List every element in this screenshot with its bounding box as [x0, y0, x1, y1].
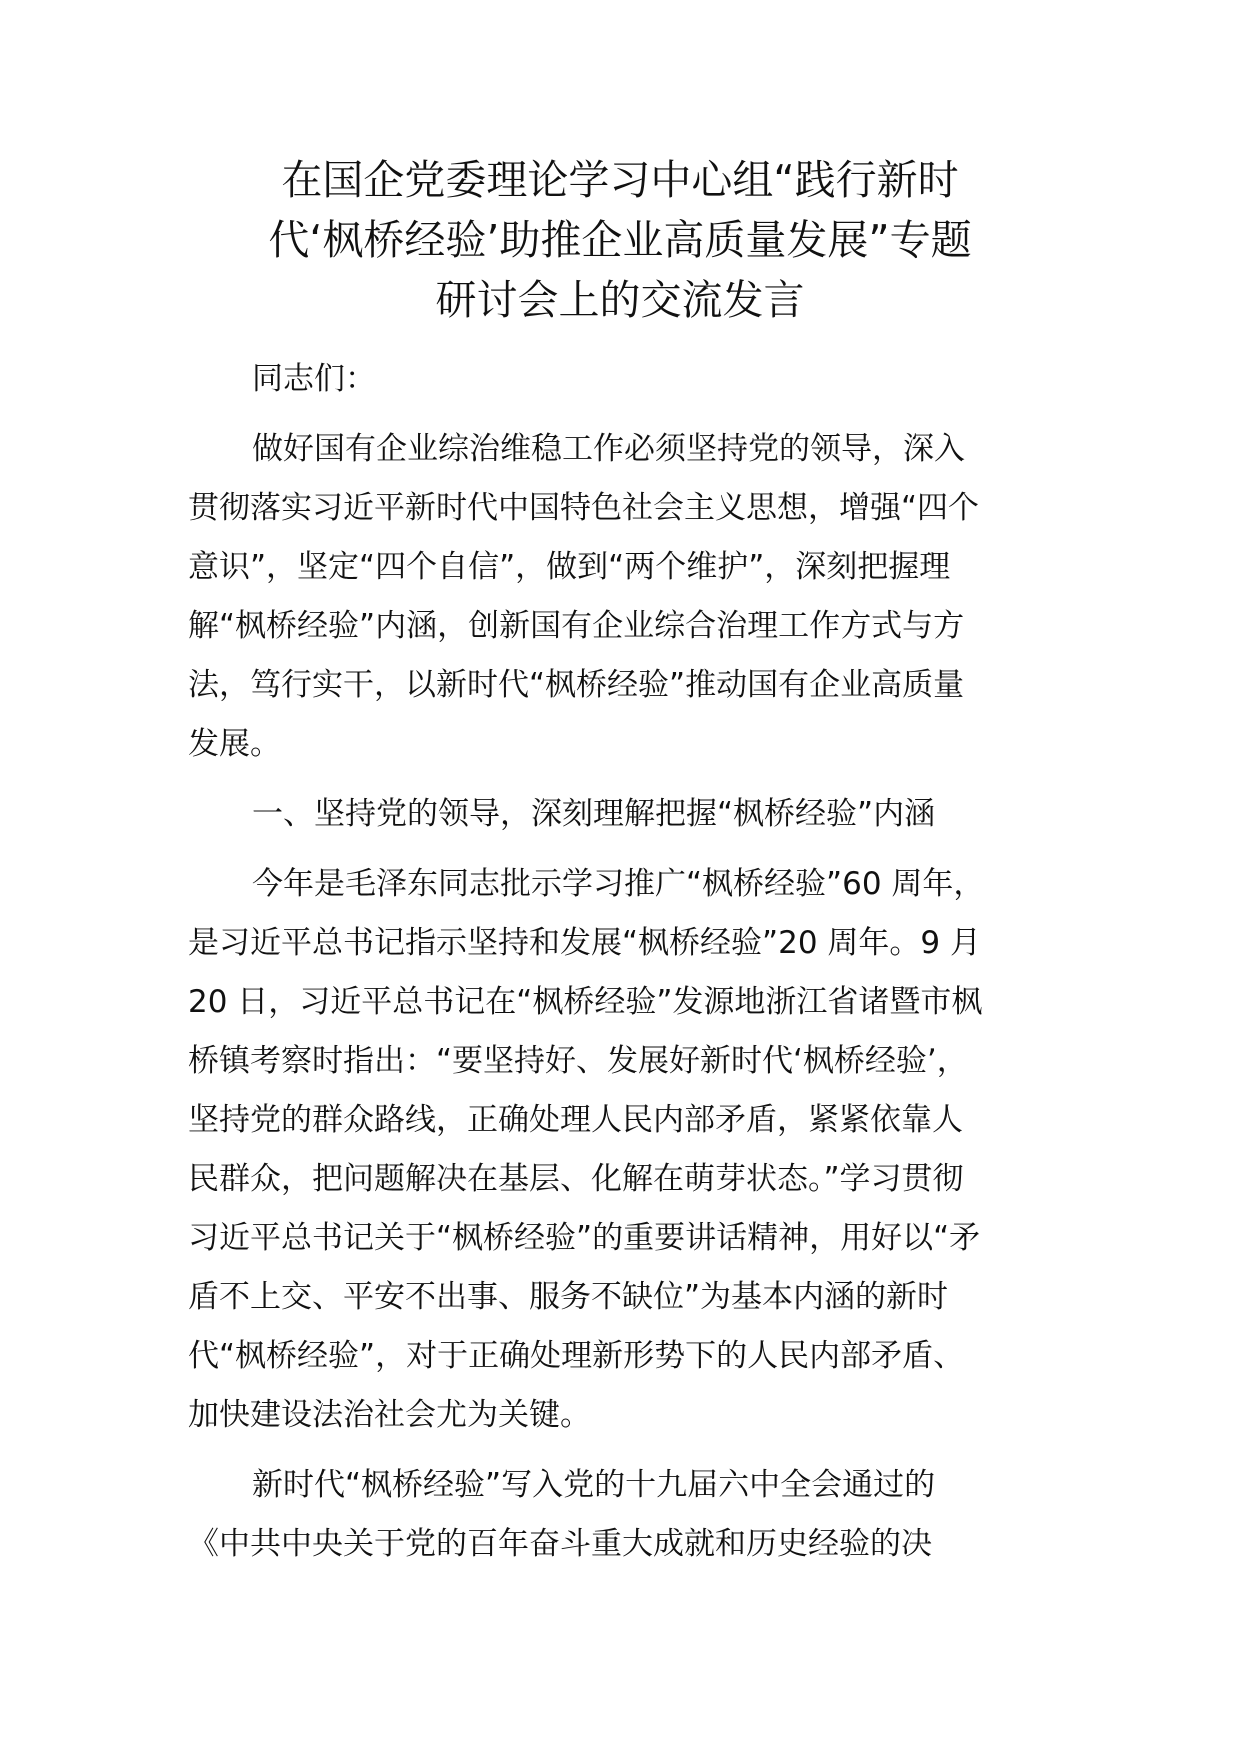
paragraph-line: 加快建设法治社会尤为关键。	[188, 1397, 591, 1433]
paragraph-line: 法，笃行实干，以新时代“枫桥经验”推动国有企业高质量	[188, 667, 965, 703]
heading-line: 一、坚持党的领导，深刻理解把握“枫桥经验”内涵	[252, 796, 936, 832]
title-line: 研讨会上的交流发言	[435, 276, 805, 324]
paragraph-line: 民群众，把问题解决在基层、化解在萌芽状态。”学习贯彻	[188, 1161, 964, 1197]
paragraph-line: 坚持党的群众路线，正确处理人民内部矛盾，紧紧依靠人	[188, 1102, 963, 1138]
paragraph	[188, 1456, 1056, 1574]
paragraph-line: 意识”，坚定“四个自信”，做到“两个维护”，深刻把握理	[188, 549, 951, 585]
paragraph-line: 盾不上交、平安不出事、服务不缺位”为基本内涵的新时	[188, 1279, 949, 1315]
paragraph	[188, 855, 1056, 1445]
paragraph-line: 是习近平总书记指示坚持和发展“枫桥经验”20 周年。9 月	[188, 925, 981, 961]
paragraph-line: 代“枫桥经验”，对于正确处理新形势下的人民内部矛盾、	[188, 1338, 965, 1374]
paragraph-line: 今年是毛泽东同志批示学习推广“枫桥经验”60 周年，	[252, 866, 985, 902]
paragraph-line: 新时代“枫桥经验”写入党的十九届六中全会通过的	[252, 1467, 936, 1503]
paragraph-line: 发展。	[188, 726, 281, 762]
paragraph-line: 做好国有企业综治维稳工作必须坚持党的领导，深入	[252, 431, 965, 467]
salutation: 同志们：	[252, 361, 376, 397]
paragraph-line: 《中共中央关于党的百年奋斗重大成就和历史经验的决	[188, 1526, 932, 1562]
paragraph-line: 20 日，习近平总书记在“枫桥经验”发源地浙江省诸暨市枫	[188, 984, 983, 1020]
document-title	[180, 150, 1060, 330]
section-heading	[188, 785, 1056, 844]
paragraph-line: 桥镇考察时指出：“要坚持好、发展好新时代‘枫桥经验’，	[188, 1043, 968, 1079]
title-line: 在国企党委理论学习中心组“践行新时	[281, 156, 959, 204]
paragraph-line: 解“枫桥经验”内涵，创新国有企业综合治理工作方式与方	[188, 608, 965, 644]
document-body	[188, 350, 1056, 1574]
paragraph-line: 贯彻落实习近平新时代中国特色社会主义思想，增强“四个	[188, 490, 980, 526]
paragraph-line: 习近平总书记关于“枫桥经验”的重要讲话精神，用好以“矛	[188, 1220, 981, 1256]
title-line: 代‘枫桥经验’助推企业高质量发展”专题	[268, 216, 972, 264]
paragraph	[188, 420, 1056, 774]
